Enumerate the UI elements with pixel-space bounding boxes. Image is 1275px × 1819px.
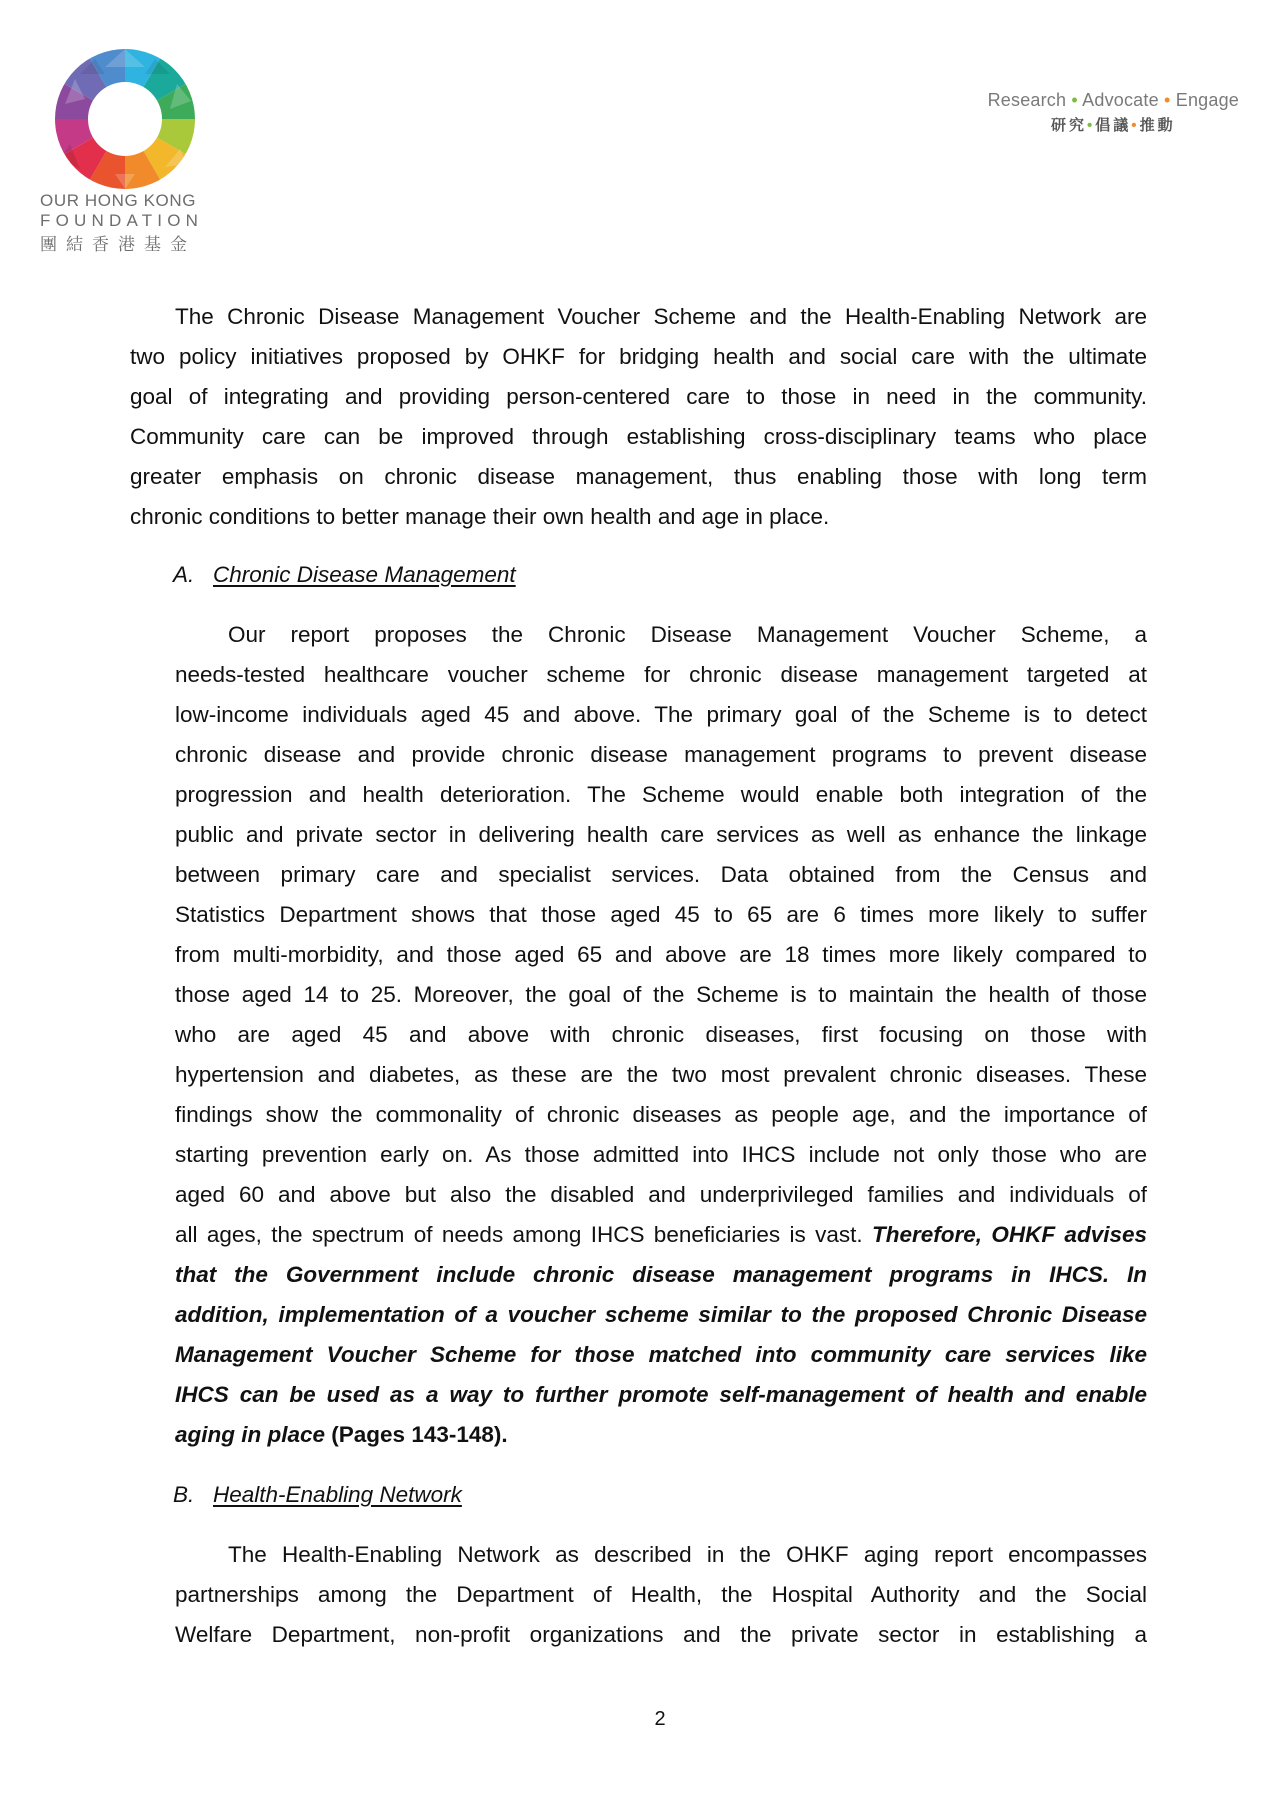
logo-name-line1: OUR HONG KONG	[40, 191, 197, 210]
recommendation-line	[175, 1415, 508, 1455]
separator-dot-orange: •	[1164, 90, 1171, 110]
text-line: needs-tested healthcare voucher scheme for chronic disease management targeted at	[175, 662, 1147, 687]
text-line: between primary care and specialist services. Data obtained from the Census and	[175, 862, 1147, 887]
text-line: goal of integrating and providing person-centered care to those in need in the community.	[130, 384, 1147, 409]
tagline-zh-advocate: 倡議	[1095, 117, 1132, 134]
text-line: partnerships among the Department of Health, the Hospital Authority and the Social	[175, 1582, 1147, 1607]
text-line: low-income individuals aged 45 and above. The primary goal of the Scheme is to detect	[175, 702, 1147, 727]
text-line: The Health-Enabling Network as described in the OHKF aging report encompasses	[228, 1542, 1147, 1567]
text-line	[175, 1215, 1147, 1255]
recommendation-line: that the Government include chronic disease management programs in IHCS. In	[175, 1262, 1147, 1287]
recommendation-line: Management Voucher Scheme for those matched into community care services like	[175, 1342, 1147, 1367]
text-line: findings show the commonality of chronic diseases as people age, and the importance of	[175, 1102, 1147, 1127]
tagline-chinese	[988, 114, 1239, 135]
rainbow-ring-logo-icon	[54, 48, 196, 190]
text-line: Community care can be improved through establishing cross-disciplinary teams who place	[130, 424, 1147, 449]
section-b-number: B.	[173, 1482, 195, 1507]
text-span: all ages, the spectrum of needs among IHCS beneficiaries is vast.	[175, 1222, 872, 1247]
text-line: progression and health deterioration. The Scheme would enable both integration of the	[175, 782, 1147, 807]
section-b-title: Health-Enabling Network	[213, 1482, 462, 1507]
section-a-heading	[173, 555, 516, 595]
separator-dot-orange: •	[1131, 117, 1140, 134]
separator-dot-green: •	[1071, 90, 1078, 110]
logo-name-chinese: 團結香港基金	[40, 235, 196, 255]
section-a-title: Chronic Disease Management	[213, 562, 516, 587]
text-line: chronic conditions to better manage their own health and age in place.	[130, 504, 830, 529]
text-line: The Chronic Disease Management Voucher Scheme and the Health-Enabling Network are	[175, 304, 1147, 329]
tagline-english	[988, 90, 1239, 111]
text-line: Our report proposes the Chronic Disease Management Voucher Scheme, a	[228, 622, 1147, 647]
tagline-zh-research: 研究	[1051, 117, 1088, 134]
text-line: from multi-morbidity, and those aged 65 and above are 18 times more likely compared to	[175, 942, 1147, 967]
recommendation-line: IHCS can be used as a way to further promote self-management of health and enable	[175, 1382, 1147, 1407]
text-line: hypertension and diabetes, as these are the two most prevalent chronic diseases. These	[175, 1062, 1147, 1087]
tagline	[988, 90, 1239, 135]
logo-name-line2: FOUNDATION	[40, 211, 204, 230]
text-line: public and private sector in delivering health care services as well as enhance the linkage	[175, 822, 1147, 847]
text-line: Statistics Department shows that those aged 45 to 65 are 6 times more likely to suffer	[175, 902, 1147, 927]
text-line: aged 60 and above but also the disabled and underprivileged families and individuals of	[175, 1182, 1147, 1207]
separator-dot-green: •	[1087, 117, 1096, 134]
section-b-heading	[173, 1475, 462, 1515]
tagline-advocate: Advocate	[1082, 90, 1159, 110]
section-a-number: A.	[173, 562, 195, 587]
recommendation-line: addition, implementation of a voucher scheme similar to the proposed Chronic Disease	[175, 1302, 1147, 1327]
tagline-zh-engage: 推動	[1139, 117, 1176, 134]
text-line: those aged 14 to 25. Moreover, the goal of the Scheme is to maintain the health of those	[175, 982, 1147, 1007]
page-reference: (Pages 143-148).	[325, 1422, 508, 1447]
text-line: chronic disease and provide chronic disease management programs to prevent disease	[175, 742, 1147, 767]
recommendation-text: Therefore, OHKF advises	[871, 1222, 1147, 1247]
recommendation-text: aging in place	[175, 1422, 326, 1447]
text-line: starting prevention early on. As those admitted into IHCS include not only those who are	[175, 1142, 1147, 1167]
text-line: who are aged 45 and above with chronic diseases, first focusing on those with	[175, 1022, 1147, 1047]
page-number: 2	[654, 1708, 666, 1730]
text-line: greater emphasis on chronic disease management, thus enabling those with long term	[130, 464, 1147, 489]
text-line: two policy initiatives proposed by OHKF for bridging health and social care with the ultimate	[130, 344, 1147, 369]
tagline-research: Research	[987, 90, 1067, 110]
text-line: Welfare Department, non-profit organizations and the private sector in establishing a	[175, 1622, 1147, 1647]
tagline-engage: Engage	[1175, 90, 1239, 110]
